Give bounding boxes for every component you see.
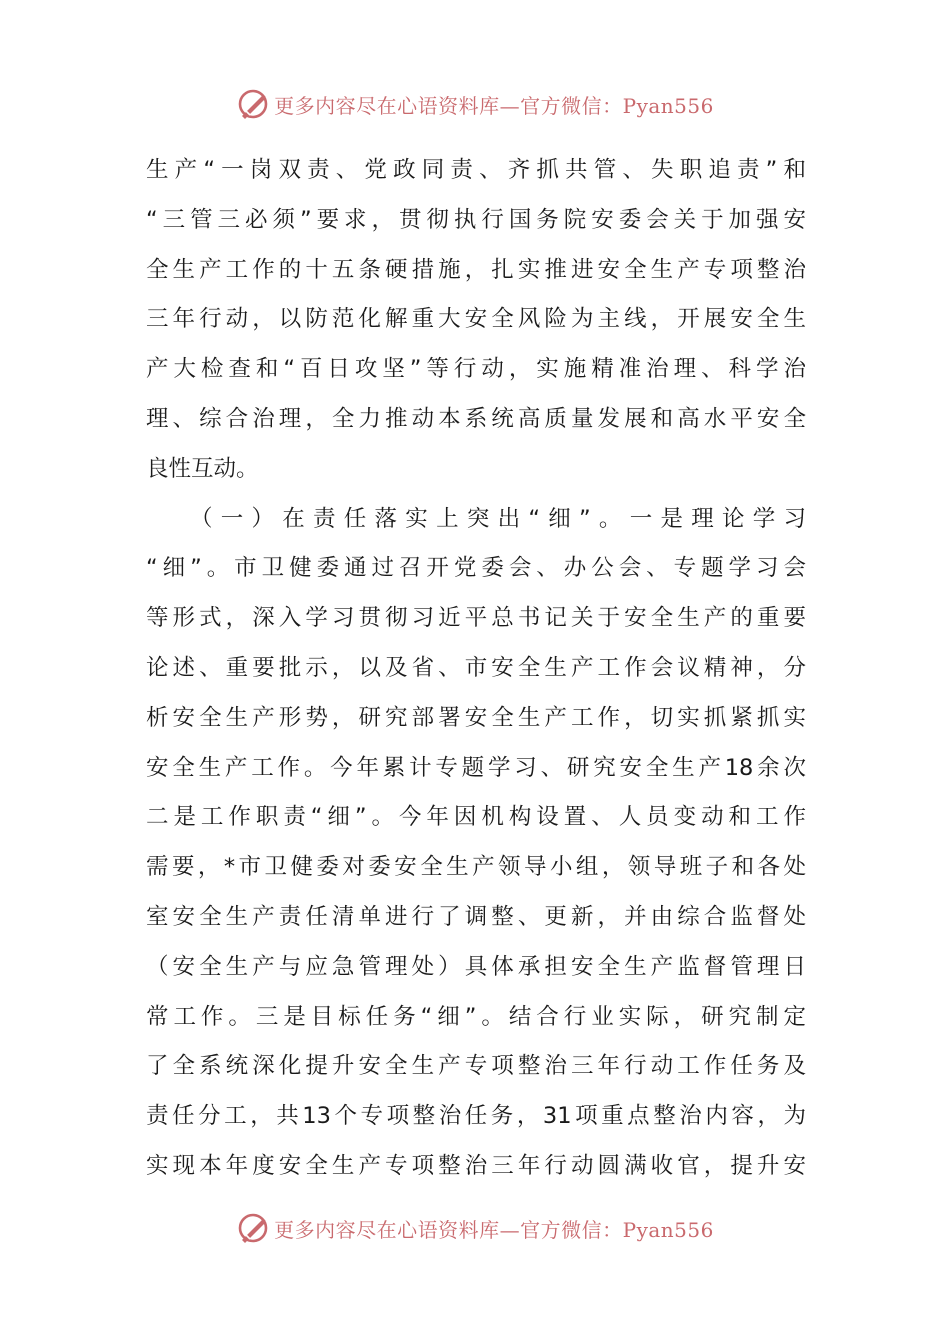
body-line: 实现本年度安全生产专项整治三年行动圆满收官，提升安 — [146, 1152, 806, 1179]
body-line: 析安全生产形势，研究部署安全生产工作，切实抓紧抓实 — [146, 704, 806, 731]
body-line: 需要，*市卫健委对委安全生产领导小组，领导班子和各处 — [146, 854, 806, 881]
body-line: “细”。市卫健委通过召开党委会、办公会、专题学习会 — [146, 555, 806, 582]
body-line: “三管三必须”要求，贯彻执行国务院安委会关于加强安 — [146, 206, 806, 233]
body-line: 等形式，深入学习贯彻习近平总书记关于安全生产的重要 — [146, 605, 806, 632]
watermark-text: 更多内容尽在心语资料库—官方微信：Pyan556 — [274, 1217, 714, 1242]
section-heading-line: （一）在责任落实上突出“细”。一是理论学习 — [190, 505, 806, 532]
body-line: 论述、重要批示，以及省、市安全生产工作会议精神，分 — [146, 654, 806, 681]
body-line: 全生产工作的十五条硬措施，扎实推进安全生产专项整治 — [146, 256, 806, 283]
body-line: 生产“一岗双责、党政同责、齐抓共管、失职追责”和 — [146, 157, 806, 183]
header-watermark — [0, 84, 950, 124]
body-line: 责任分工，共13个专项整治任务，31项重点整治内容，为 — [146, 1103, 806, 1130]
body-line: 理、综合治理，全力推动本系统高质量发展和高水平安全 — [146, 405, 806, 432]
body-line: 三年行动，以防范化解重大安全风险为主线，开展安全生 — [146, 306, 806, 333]
body-line: 常工作。三是目标任务“细”。结合行业实际，研究制定 — [146, 1003, 806, 1030]
body-line: 良性互动。 — [146, 455, 259, 482]
body-line: 二是工作职责“细”。今年因机构设置、人员变动和工作 — [146, 804, 806, 831]
body-line: （安全生产与应急管理处）具体承担安全生产监督管理日 — [146, 953, 806, 980]
document-body — [146, 146, 806, 1192]
body-line: 产大检查和“百日攻坚”等行动，实施精准治理、科学治 — [146, 356, 806, 383]
body-line: 安全生产工作。今年累计专题学习、研究安全生产18余次 — [146, 754, 806, 781]
footer-watermark — [0, 1208, 950, 1248]
pen-seal-icon — [236, 1211, 270, 1245]
pen-seal-icon — [236, 87, 270, 121]
watermark-text: 更多内容尽在心语资料库—官方微信：Pyan556 — [274, 93, 714, 118]
body-line: 了全系统深化提升安全生产专项整治三年行动工作任务及 — [146, 1053, 806, 1080]
body-line: 室安全生产责任清单进行了调整、更新，并由综合监督处 — [146, 903, 806, 930]
